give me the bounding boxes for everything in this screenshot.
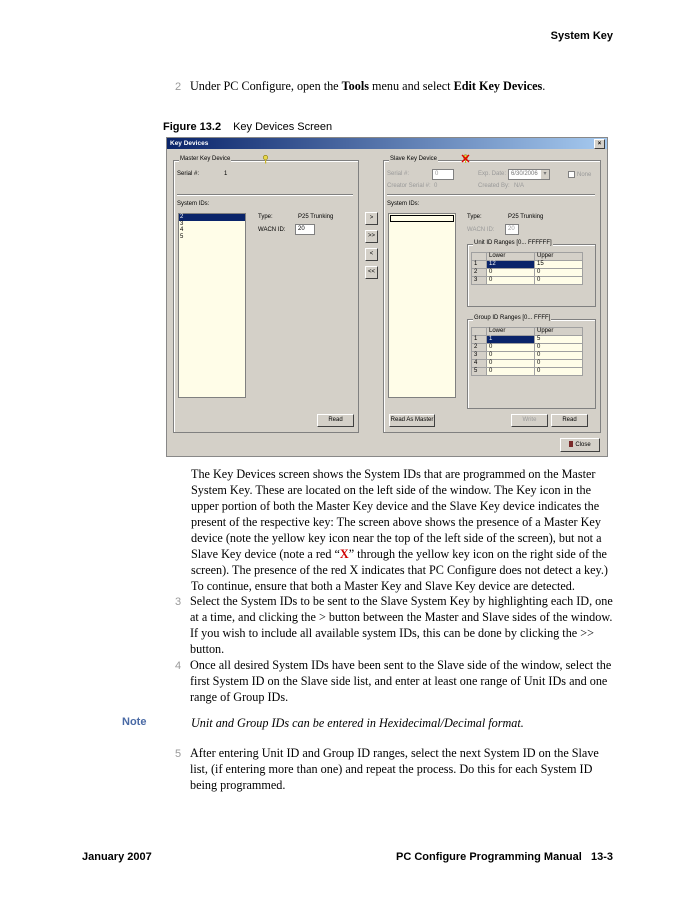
upper-cell[interactable]: 0 bbox=[535, 277, 583, 285]
remove-id-button[interactable]: < bbox=[365, 248, 378, 261]
master-key-icon bbox=[262, 155, 269, 164]
slave-type-label: Type: bbox=[467, 214, 482, 220]
row-number: 3 bbox=[472, 352, 487, 360]
slave-group-label: Slave Key Device bbox=[390, 156, 438, 162]
step-5 bbox=[175, 745, 615, 793]
list-item[interactable]: 2 bbox=[179, 214, 245, 221]
table-row[interactable] bbox=[472, 336, 583, 344]
lower-cell[interactable]: 0 bbox=[487, 344, 535, 352]
step-number: 2 bbox=[175, 81, 182, 93]
write-button[interactable]: Write bbox=[511, 414, 548, 427]
step-2 bbox=[175, 78, 615, 94]
slave-system-ids-list[interactable] bbox=[388, 213, 456, 398]
chevron-down-icon[interactable]: ▾ bbox=[541, 170, 549, 179]
window-close-icon[interactable]: × bbox=[594, 139, 605, 149]
list-item[interactable]: 3 bbox=[180, 220, 184, 227]
master-read-button[interactable]: Read bbox=[317, 414, 354, 427]
step-text: menu and select bbox=[368, 79, 454, 93]
slave-wacn-label: WACN ID: bbox=[467, 227, 495, 233]
figure-caption bbox=[163, 121, 332, 133]
figure-title: Key Devices Screen bbox=[233, 121, 333, 133]
upper-cell[interactable]: 0 bbox=[535, 352, 583, 360]
running-header: System Key bbox=[550, 30, 613, 42]
slave-type-value: P25 Trunking bbox=[508, 214, 544, 220]
step-text: . bbox=[542, 79, 546, 93]
none-label: None bbox=[577, 172, 592, 179]
table-row bbox=[472, 253, 583, 261]
menu-name: Tools bbox=[341, 79, 369, 93]
header-cell: Lower bbox=[487, 253, 535, 261]
add-id-button[interactable]: > bbox=[365, 212, 378, 225]
row-number: 1 bbox=[472, 336, 487, 344]
slave-exp-label: Exp. Date: bbox=[478, 171, 507, 177]
group-ranges-label: Group ID Ranges [0... FFFF] bbox=[474, 315, 551, 321]
menu-item-name: Edit Key Devices bbox=[453, 79, 543, 93]
window-title: Key Devices bbox=[170, 140, 209, 147]
slave-wacn-field[interactable]: 20 bbox=[505, 224, 519, 235]
table-row[interactable] bbox=[472, 368, 583, 376]
red-x-text: X bbox=[339, 547, 349, 561]
table-row[interactable] bbox=[472, 352, 583, 360]
separator bbox=[177, 194, 353, 196]
slave-serial-field[interactable]: 0 bbox=[432, 169, 454, 180]
list-focus-row[interactable] bbox=[390, 215, 454, 222]
list-item[interactable]: 4 bbox=[180, 227, 184, 233]
slave-serial-label: Serial #: bbox=[387, 171, 410, 177]
table-row[interactable] bbox=[472, 360, 583, 368]
lower-cell[interactable]: 0 bbox=[487, 360, 535, 368]
slave-creator-label: Creator Serial #: bbox=[387, 183, 431, 189]
upper-cell[interactable]: 5 bbox=[535, 336, 583, 344]
step-text: Once all desired System IDs have been sent to the Slave side of the window, select the first System ID on the Slave side list, and enter at least one range of Unit IDs and one range of Group IDs. bbox=[190, 658, 612, 704]
slave-key-missing-icon bbox=[461, 154, 470, 164]
note-text: Unit and Group IDs can be entered in Hexidecimal/Decimal format. bbox=[191, 716, 524, 730]
slave-exp-date-picker[interactable] bbox=[508, 169, 550, 180]
description-paragraph bbox=[191, 466, 616, 594]
table-row[interactable] bbox=[472, 261, 583, 269]
row-number: 2 bbox=[472, 344, 487, 352]
paragraph-text: The Key Devices screen shows the System IDs that are programmed on the Master System Key. These are located on the left side of the window. The Key icon in the upper portion of both the Master Key device and the Slave Key device indicates the present of the respective key: The screen above shows the presence of a Master Key device (note the yellow key icon near the top of the left side of the screen), but not a Slave Key device (note a red “ bbox=[191, 467, 602, 561]
lower-cell[interactable]: 12 bbox=[487, 261, 535, 269]
lower-cell[interactable]: 0 bbox=[487, 352, 535, 360]
figure-label: Figure 13.2 bbox=[163, 121, 222, 133]
paragraph-text: ” through the yellow key icon on the right side of the screen). The presence of the red X indicates that PC Configure does not detect a key.) To continue, ensure that both a Master Key and Slave Key device are detected. bbox=[191, 547, 608, 593]
key-devices-window bbox=[166, 137, 608, 457]
lower-cell[interactable]: 0 bbox=[487, 269, 535, 277]
slave-created-by-value: N/A bbox=[514, 183, 525, 189]
unit-id-ranges-group bbox=[467, 240, 596, 307]
upper-cell[interactable]: 15 bbox=[535, 261, 583, 269]
master-type-label: Type: bbox=[258, 214, 273, 220]
footer-page-info: PC Configure Programming Manual 13-3 bbox=[396, 851, 613, 863]
table-row[interactable] bbox=[472, 344, 583, 352]
unit-ranges-grid[interactable] bbox=[471, 252, 583, 285]
slave-key-group bbox=[383, 156, 601, 433]
master-group-label: Master Key Device bbox=[180, 156, 231, 162]
step-text: Select the System IDs to be sent to the Slave System Key by highlighting each ID, one at a time, and clicking the > button between the Master and Slave sides of the window. If you wish to include all available system IDs, this can be done by clicking the >> button. bbox=[190, 594, 613, 656]
close-button[interactable] bbox=[560, 438, 600, 452]
master-system-ids-list[interactable] bbox=[178, 213, 246, 398]
step-number: 3 bbox=[175, 596, 182, 608]
row-number: 3 bbox=[472, 277, 487, 285]
window-titlebar bbox=[167, 138, 607, 149]
upper-cell[interactable]: 0 bbox=[535, 344, 583, 352]
row-number: 5 bbox=[472, 368, 487, 376]
lower-cell[interactable]: 1 bbox=[487, 336, 535, 344]
row-number: 2 bbox=[472, 269, 487, 277]
header-cell: Upper bbox=[535, 328, 583, 336]
door-icon bbox=[569, 441, 573, 447]
row-number: 1 bbox=[472, 261, 487, 269]
header-cell: Upper bbox=[535, 253, 583, 261]
list-item[interactable]: 5 bbox=[180, 233, 184, 240]
group-ranges-grid[interactable] bbox=[471, 327, 583, 376]
checkbox-icon[interactable] bbox=[568, 171, 575, 178]
table-row bbox=[472, 328, 583, 336]
close-button-label: Close bbox=[575, 442, 591, 448]
header-cell bbox=[472, 328, 487, 336]
slave-system-ids-label: System IDs: bbox=[387, 201, 420, 207]
step-4 bbox=[175, 657, 615, 705]
master-serial-value: 1 bbox=[224, 171, 228, 177]
read-as-master-button[interactable]: Read As Master bbox=[389, 414, 435, 427]
none-checkbox[interactable] bbox=[568, 171, 591, 178]
upper-cell[interactable]: 0 bbox=[535, 360, 583, 368]
slave-read-button[interactable]: Read bbox=[551, 414, 588, 427]
step-3 bbox=[175, 593, 615, 657]
lower-cell[interactable]: 0 bbox=[487, 277, 535, 285]
step-text: After entering Unit ID and Group ID ranges, select the next System ID on the Slave list, (if entering more than one) and repeat the process. Do this for each System ID being programmed. bbox=[190, 746, 599, 792]
table-row[interactable] bbox=[472, 269, 583, 277]
step-number: 5 bbox=[175, 748, 182, 760]
upper-cell[interactable]: 0 bbox=[535, 269, 583, 277]
master-wacn-label: WACN ID: bbox=[258, 227, 286, 233]
add-all-ids-button[interactable]: >> bbox=[365, 230, 378, 243]
separator bbox=[387, 194, 595, 196]
master-serial-label: Serial #: bbox=[177, 171, 200, 177]
table-row[interactable] bbox=[472, 277, 583, 285]
footer-date: January 2007 bbox=[82, 851, 152, 863]
exp-date-value: 6/30/2006 bbox=[511, 171, 538, 177]
step-number: 4 bbox=[175, 660, 182, 672]
slave-created-by-label: Created By: bbox=[478, 183, 510, 189]
slave-creator-value: 0 bbox=[434, 183, 438, 189]
header-cell: Lower bbox=[487, 328, 535, 336]
master-wacn-field[interactable]: 20 bbox=[295, 224, 315, 235]
master-system-ids-label: System IDs: bbox=[177, 201, 210, 207]
master-key-group bbox=[173, 156, 359, 433]
remove-all-ids-button[interactable]: << bbox=[365, 266, 378, 279]
group-id-ranges-group bbox=[467, 315, 596, 409]
master-type-value: P25 Trunking bbox=[298, 214, 334, 220]
lower-cell[interactable]: 0 bbox=[487, 368, 535, 376]
unit-ranges-label: Unit ID Ranges [0... FFFFFF] bbox=[474, 240, 552, 246]
upper-cell[interactable]: 0 bbox=[535, 368, 583, 376]
header-cell bbox=[472, 253, 487, 261]
note-label: Note bbox=[122, 716, 147, 728]
step-text: Under PC Configure, open the bbox=[190, 79, 342, 93]
row-number: 4 bbox=[472, 360, 487, 368]
